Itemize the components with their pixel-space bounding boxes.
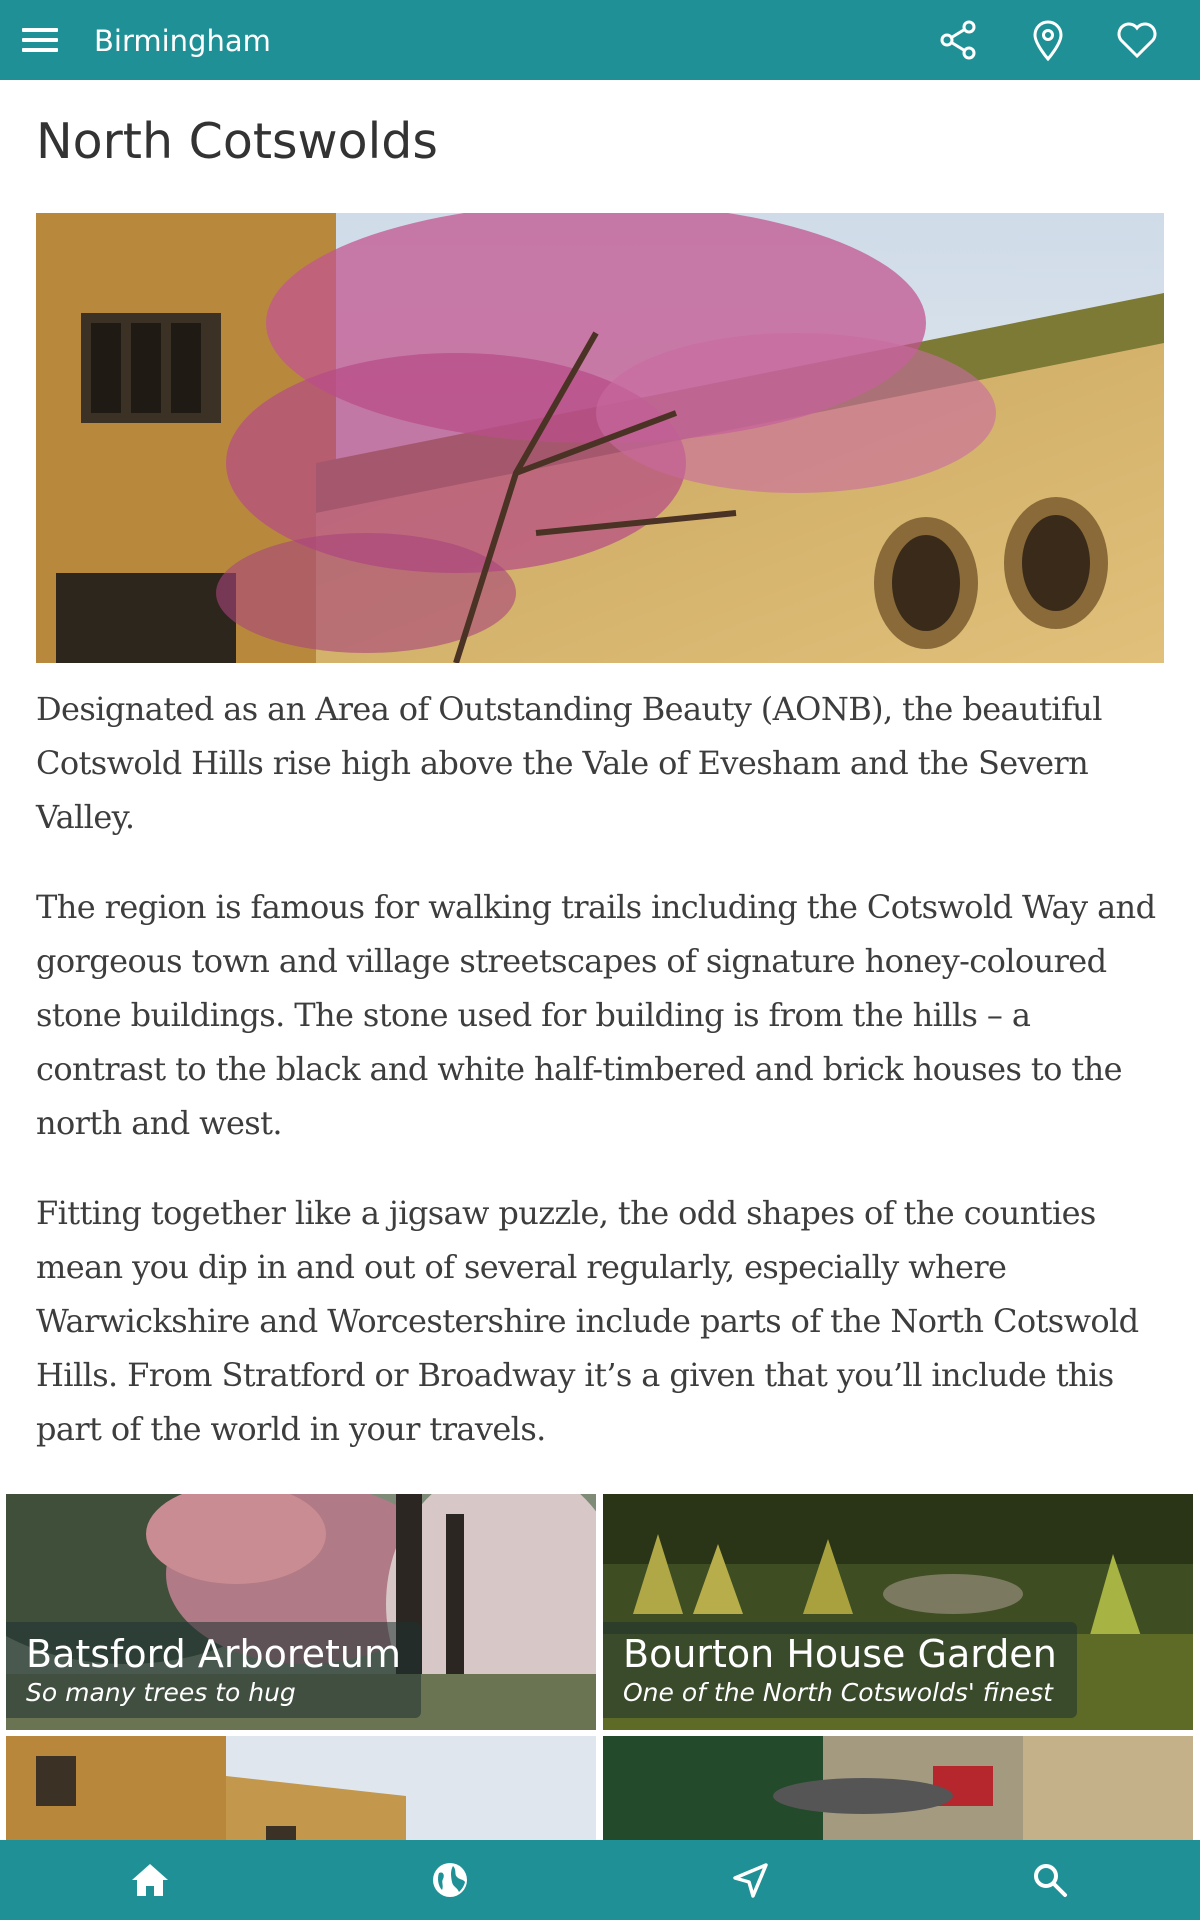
article-body: [36, 682, 1164, 1492]
tile-image: [6, 1736, 596, 1840]
tile-title: Batsford Arboretum: [26, 1632, 401, 1676]
tile-caption: [6, 1622, 421, 1718]
tile-caption: [603, 1622, 1077, 1718]
navigate-icon[interactable]: [726, 1856, 774, 1904]
tile-subtitle: One of the North Cotswolds' finest: [623, 1678, 1053, 1707]
menu-icon[interactable]: [18, 20, 62, 60]
paragraph: Fitting together like a jigsaw puzzle, the odd shapes of the counties mean you dip in and out of several regularly, especially where Warwickshire and Worcestershire include parts of the North Cotswold Hills. From Stratford or Broadway it’s a given that you’ll include this part of the world in your travels.: [36, 1194, 1139, 1448]
tile-image: [603, 1736, 1193, 1840]
location-pin-icon[interactable]: [1024, 16, 1072, 64]
share-icon[interactable]: [934, 16, 982, 64]
app-bar-title: Birmingham: [94, 24, 271, 58]
tile-village-street[interactable]: [6, 1736, 596, 1840]
top-app-bar: [0, 0, 1200, 80]
heart-icon[interactable]: [1113, 16, 1161, 64]
paragraph: Designated as an Area of Outstanding Beauty (AONB), the beautiful Cotswold Hills rise high above the Vale of Evesham and the Severn Valley.: [36, 690, 1102, 836]
page-title: North Cotswolds: [36, 113, 438, 170]
tile-broadway-deli[interactable]: [603, 1736, 1193, 1840]
search-icon[interactable]: [1026, 1856, 1074, 1904]
paragraph: The region is famous for walking trails including the Cotswold Way and gorgeous town and village streetscapes of signature honey-coloured stone buildings. The stone used for building is from the hills – a contrast to the black and white half-timbered and brick houses to the north and west.: [36, 888, 1156, 1142]
hero-image: [36, 213, 1164, 663]
home-icon[interactable]: [126, 1856, 174, 1904]
tile-subtitle: So many trees to hug: [26, 1678, 296, 1707]
globe-icon[interactable]: [426, 1856, 474, 1904]
tile-batsford-arboretum[interactable]: [6, 1494, 596, 1730]
content-area[interactable]: [0, 80, 1200, 1840]
tile-title: Bourton House Garden: [623, 1632, 1057, 1676]
bottom-navigation: [0, 1840, 1200, 1920]
tile-bourton-house-garden[interactable]: [603, 1494, 1193, 1730]
